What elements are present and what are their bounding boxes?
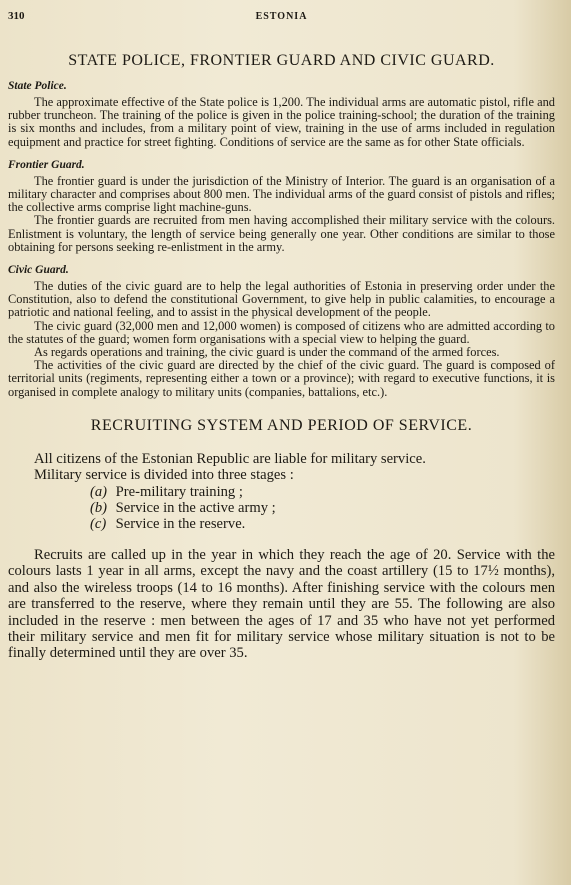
list-item <box>90 484 555 500</box>
paragraph: The frontier guards are recruited from men having accomplished their military service with the colours. Enlistment is voluntary, the length of service being generally one year. Other conditions are similar to those obtaining for persons seeking re-enlistment in the army. <box>8 213 555 254</box>
paragraph: The civic guard (32,000 men and 12,000 women) is composed of citizens who are admitted according to the statutes of the guard; women form organisations with a special view to helping the guard. <box>8 318 555 346</box>
list-item-letter: (c) <box>90 516 107 533</box>
list-item-text: Service in the reserve. <box>115 516 246 533</box>
state-police-section <box>8 80 555 149</box>
civic-guard-section <box>8 264 555 399</box>
list-item <box>90 500 555 516</box>
paragraph: The duties of the civic guard are to help the legal authorities of Estonia in preserving order under the Constitution, also to defend the constitutional Government, to give help in public calamities, to encourage a patriotic and national feeling, and to assist in the physical development of the people. <box>8 279 555 320</box>
recruiting-section <box>8 451 555 662</box>
list-item-text: Pre-military training ; <box>115 483 243 500</box>
page-number: 310 <box>8 10 25 22</box>
paragraph: The activities of the civic guard are directed by the chief of the civic guard. The guard is composed of territorial units (regiments, representing either a town or a province); with regard to executive functions, it is organised in complete analogy to military units (companies, battalions, etc.). <box>8 358 555 399</box>
spacer <box>8 533 555 547</box>
paragraph: As regards operations and training, the civic guard is under the command of the armed forces. <box>34 345 500 360</box>
running-title: ESTONIA <box>255 11 308 22</box>
running-head <box>8 8 555 26</box>
paragraph: All citizens of the Estonian Republic are liable for military service. <box>34 450 426 467</box>
section-title-police-guards: STATE POLICE, FRONTIER GUARD AND CIVIC GUARD. <box>68 52 495 69</box>
paragraph: The frontier guard is under the jurisdiction of the Ministry of Interior. The guard is an organisation of a military character and comprises about 800 men. The individual arms of the guard consist of pistols and rifles; the collective arms comprise light machine-guns. <box>8 173 555 215</box>
list-item <box>90 516 555 532</box>
list-item-letter: (b) <box>90 500 108 517</box>
stages-list <box>90 484 555 533</box>
frontier-guard-heading: Frontier Guard. <box>8 158 85 171</box>
paragraph: Recruits are called up in the year in which they reach the age of 20. Service with the colours lasts 1 year in all arms, except the navy and the coast artillery (15 to 17½ months), and also the wireless troops (14 to 16 months). After finishing service with the colours men are transferred to the reserve, where they remain until they are 55. The following are also included in the reserve : men between the ages of 17 and 35 who have not yet performed their military service and men fit for military service whose military situation is not to be finally determined until they are over 35. <box>8 546 555 662</box>
paragraph: The approximate effective of the State police is 1,200. The individual arms are automatic pistol, rifle and rubber truncheon. The training of the police is given in the police training-school; the duration of the training is six months and includes, from a military point of view, training in the use of arms included in regulation equipment and practice for street fighting. Conditions of service are the same as for other State officials. <box>8 95 555 149</box>
list-item-letter: (a) <box>90 483 108 500</box>
frontier-guard-section <box>8 159 555 254</box>
state-police-heading: State Police. <box>8 80 67 92</box>
civic-guard-heading: Civic Guard. <box>8 264 69 277</box>
paragraph: Military service is divided into three stages : <box>34 467 294 484</box>
section-title-recruiting: RECRUITING SYSTEM AND PERIOD OF SERVICE. <box>90 416 473 434</box>
list-item-text: Service in the active army ; <box>115 500 276 517</box>
